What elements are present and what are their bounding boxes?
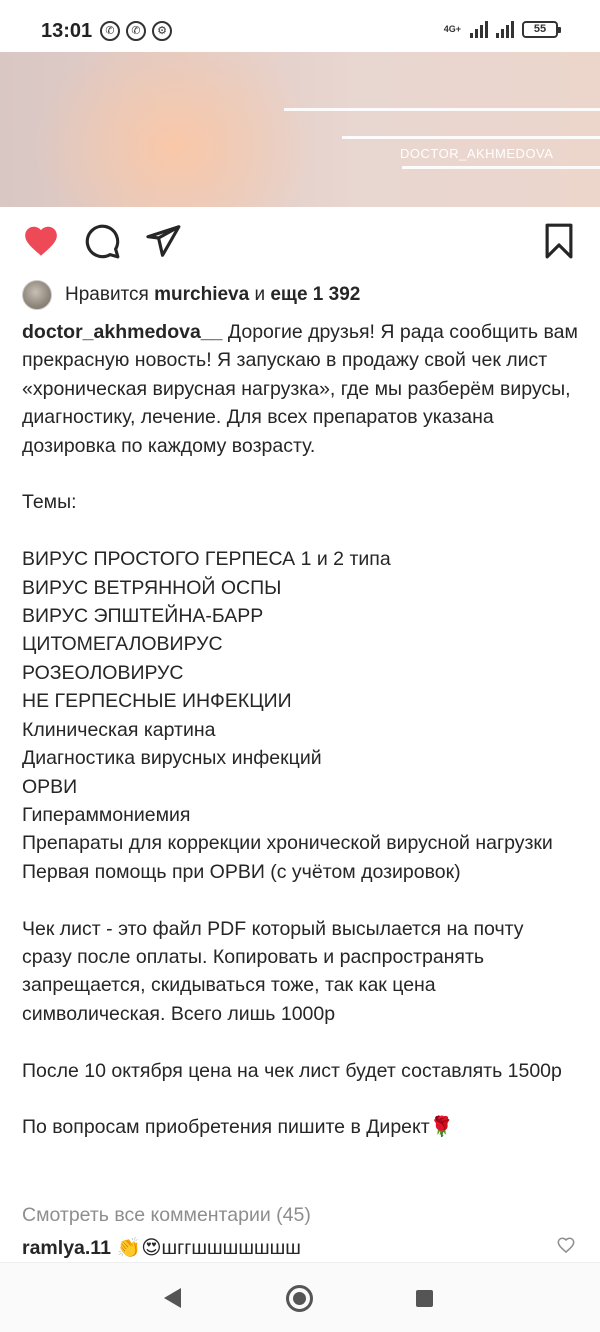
caption-text: Дорогие друзья! Я рада сообщить вам прекрасную новость! Я запускаю в продажу свой чек лист «хроническая вирусная нагрузка», где мы разберём вирусы, диагностику, лечение. Для всех препаратов указана дозировка по каждому возрасту. Темы: ВИРУС ПРОСТОГО ГЕРПЕСА 1 и 2 типа ВИРУС ВЕТРЯННОЙ ОСПЫ ВИРУС ЭПШТЕЙНА-БАРР ЦИТОМЕГАЛОВИРУС РОЗЕОЛОВИРУС НЕ ГЕРПЕСНЫЕ ИНФЕКЦИИ Клиническая картина Диагностика вирусных инфекций ОРВИ Гипераммониемия Препараты для коррекции хронической вирусной нагрузки Первая помощь при ОРВИ (с учётом дозировок) Чек лист - это файл PDF который высылается на почту сразу после оплаты. Копировать и распространять запрещается, скидываться тоже, так как цена символическая. Всего лишь 1000р После 10 октября цена на чек лист будет составлять 1500р По вопросам приобретения пишите в Директ🌹 [22, 321, 578, 1139]
signal-strength-icon [496, 20, 514, 38]
liker-username[interactable]: murchieva [154, 284, 250, 305]
battery-icon [522, 21, 558, 38]
status-time: 13:01 [41, 20, 93, 42]
decorative-line [342, 136, 600, 139]
recent-apps-icon[interactable] [416, 1290, 433, 1307]
post-actions [0, 222, 600, 266]
bookmark-icon[interactable] [540, 222, 578, 265]
decorative-line [402, 166, 600, 169]
heart-icon[interactable] [22, 222, 60, 265]
likes-summary[interactable]: Нравится murchieva и еще 1 392 [65, 284, 361, 305]
viber-icon: ✆ [100, 21, 120, 41]
avatar[interactable] [22, 280, 52, 310]
image-watermark-text: DOCTOR_AKHMEDOVA [400, 146, 554, 161]
home-icon[interactable] [286, 1285, 313, 1312]
viber-icon: ✆ [126, 21, 146, 41]
post-image[interactable] [0, 52, 600, 207]
status-bar [0, 0, 600, 52]
system-navigation-bar [0, 1262, 600, 1332]
send-icon[interactable] [144, 222, 182, 265]
battery-level: 55 [533, 22, 547, 35]
notification-icons [100, 21, 172, 41]
comment-icon[interactable] [83, 222, 121, 265]
post-caption [22, 318, 578, 1142]
comment-text: 👏😍шггшшшшшшш [116, 1237, 301, 1259]
view-all-comments-link[interactable]: Смотреть все комментарии (45) [22, 1204, 311, 1226]
author-username[interactable]: doctor_akhmedova__ [22, 321, 223, 343]
likes-row[interactable] [22, 280, 360, 310]
comment-item [22, 1236, 301, 1260]
settings-icon: ⚙ [152, 21, 172, 41]
decorative-line [284, 108, 600, 111]
commenter-username[interactable]: ramlya.11 [22, 1236, 111, 1259]
network-type: 4G+ [443, 24, 461, 34]
back-icon[interactable] [164, 1288, 181, 1308]
comment-like-heart-icon[interactable] [556, 1235, 576, 1260]
system-indicators [444, 20, 558, 38]
likes-count[interactable]: еще 1 392 [270, 284, 361, 305]
signal-strength-icon [470, 20, 488, 38]
